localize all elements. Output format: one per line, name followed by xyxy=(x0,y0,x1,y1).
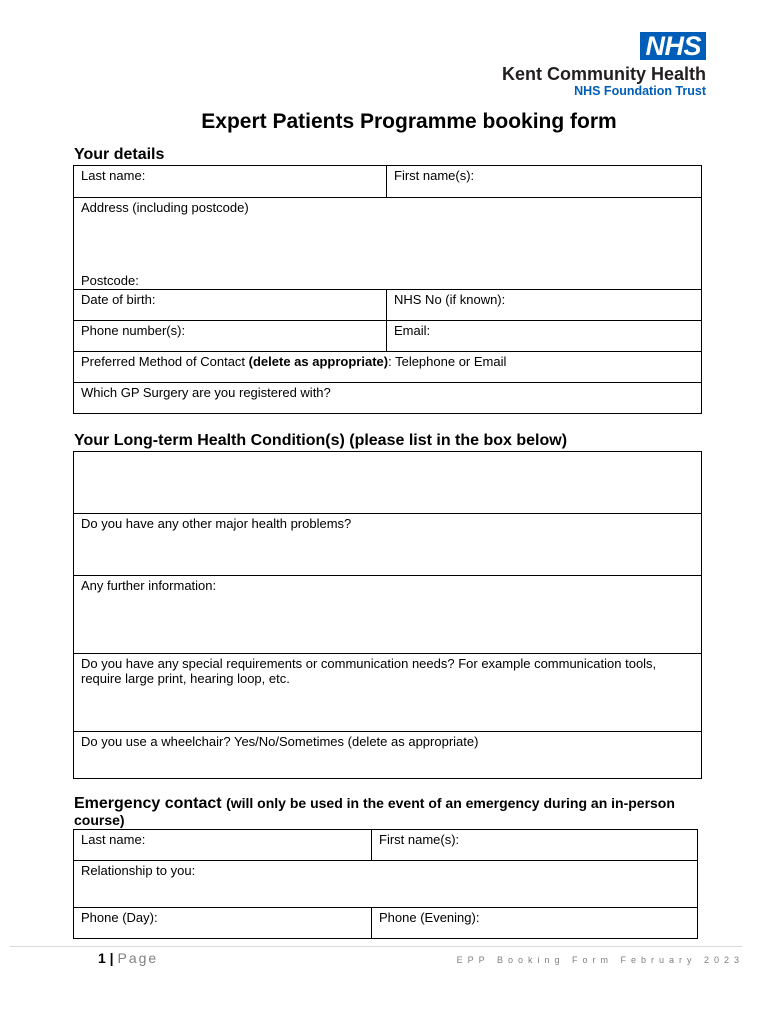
organisation-name: Kent Community Health xyxy=(501,64,706,84)
special-requirements-label: Do you have any special requirements or communication needs? For example communication tools, require large print, hearing loop, etc. xyxy=(81,656,657,686)
nhs-logo xyxy=(502,32,706,98)
nhs-logo-badge: NHS xyxy=(640,32,706,60)
conditions-list-field[interactable] xyxy=(74,452,702,514)
other-health-problems-label: Do you have any other major health problems? xyxy=(81,516,352,531)
first-names-field[interactable] xyxy=(387,166,702,198)
gp-surgery-field[interactable] xyxy=(74,383,702,414)
nhs-number-label: NHS No (if known): xyxy=(394,292,506,307)
last-name-field[interactable] xyxy=(74,166,387,198)
emergency-contact-heading xyxy=(74,795,684,829)
emergency-contact-note: (will only be used in the event of an emergency during an in-person course) xyxy=(74,795,675,828)
phone-numbers-label: Phone number(s): xyxy=(81,323,186,338)
preferred-contact-field[interactable] xyxy=(74,352,702,383)
phone-evening-field[interactable] xyxy=(372,908,698,939)
form-title: Expert Patients Programme booking form xyxy=(201,110,617,133)
last-name-label: Last name: xyxy=(81,168,146,183)
further-information-field[interactable] xyxy=(74,576,702,654)
address-label: Address (including postcode) xyxy=(81,200,249,215)
emergency-first-names-field[interactable] xyxy=(372,830,698,861)
wheelchair-label: Do you use a wheelchair? Yes/No/Sometimes (delete as appropriate) xyxy=(81,734,479,749)
further-information-label: Any further information: xyxy=(81,578,217,593)
date-of-birth-label: Date of birth: xyxy=(81,292,156,307)
preferred-contact-options: : Telephone or Email xyxy=(388,354,507,369)
phone-evening-label: Phone (Evening): xyxy=(379,910,480,925)
phone-day-label: Phone (Day): xyxy=(81,910,158,925)
page-number-separator: | xyxy=(105,950,118,966)
wheelchair-field[interactable] xyxy=(74,732,702,779)
page-number-value: 1 xyxy=(98,950,106,966)
emergency-last-name-field[interactable] xyxy=(74,830,372,861)
emergency-contact-title: Emergency contact xyxy=(74,795,227,812)
emergency-first-names-label: First name(s): xyxy=(379,832,460,847)
organisation-subtitle: NHS Foundation Trust xyxy=(574,84,706,98)
other-health-problems-field[interactable] xyxy=(74,514,702,576)
emergency-last-name-label: Last name: xyxy=(81,832,146,847)
special-requirements-field[interactable] xyxy=(74,654,702,732)
relationship-label: Relationship to you: xyxy=(81,863,196,878)
first-names-label: First name(s): xyxy=(394,168,475,183)
page-word: Page xyxy=(117,950,159,966)
conditions-table xyxy=(73,451,702,779)
your-details-heading: Your details xyxy=(74,146,165,163)
footer-divider xyxy=(10,946,742,947)
postcode-label: Postcode: xyxy=(81,273,139,288)
page-number xyxy=(98,950,158,966)
emergency-contact-table xyxy=(73,829,698,939)
nhs-number-field[interactable] xyxy=(387,290,702,321)
your-details-table xyxy=(73,165,702,414)
email-field[interactable] xyxy=(387,321,702,352)
relationship-field[interactable] xyxy=(74,861,698,908)
gp-surgery-label: Which GP Surgery are you registered with? xyxy=(81,385,331,400)
email-label: Email: xyxy=(394,323,431,338)
address-field[interactable] xyxy=(74,198,702,290)
preferred-contact-label: Preferred Method of Contact xyxy=(81,354,249,369)
date-of-birth-field[interactable] xyxy=(74,290,387,321)
phone-numbers-field[interactable] xyxy=(74,321,387,352)
preferred-contact-instruction: (delete as appropriate) xyxy=(248,354,389,369)
document-footer-label: EPP Booking Form February 2023 xyxy=(456,955,744,965)
phone-day-field[interactable] xyxy=(74,908,372,939)
conditions-heading: Your Long-term Health Condition(s) (please list in the box below) xyxy=(74,432,568,449)
